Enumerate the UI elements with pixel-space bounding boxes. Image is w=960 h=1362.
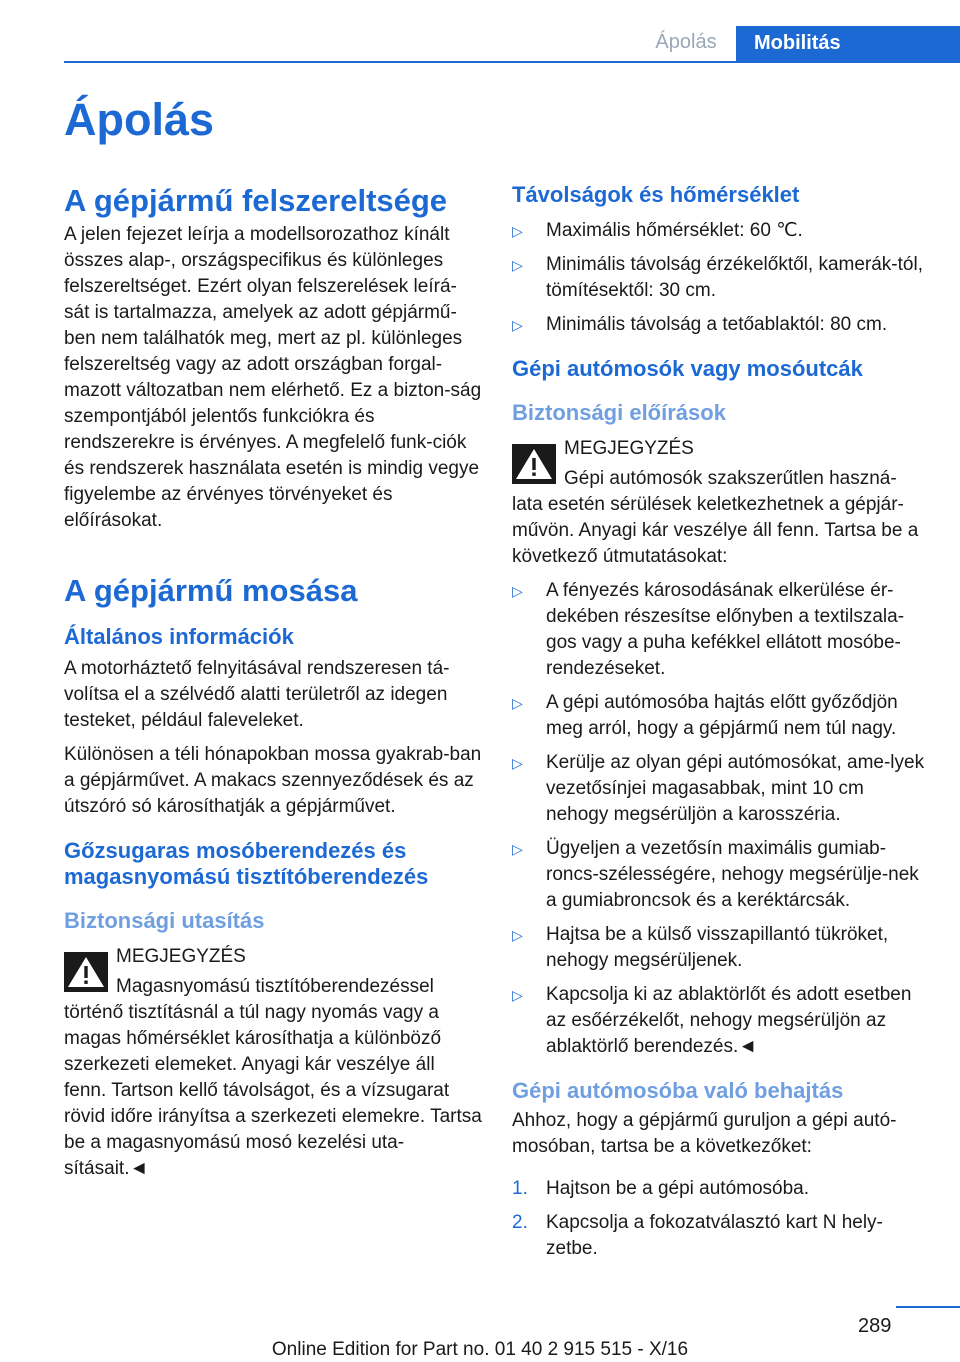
list-item <box>512 312 930 338</box>
list-item-text: Kapcsolja ki az ablaktörlőt és adott esetben az esőérzékelőt, nehogy megsérüljön az ablaktörlő berendezés.◄ <box>546 984 912 1057</box>
list-item-text: Ügyeljen a vezetősín maximális gumiab-roncs-szélességére, nehogy megsérülje-nek a gumiabroncsok és a keréktárcsák. <box>546 838 919 911</box>
general-paragraph-2: Különösen a téli hónapokban mossa gyakrab-ban a gépjárművet. A makacs szennyeződések és az útszóró só károsíthatják a gépjárművet. <box>64 744 482 817</box>
warning-first-line: Magasnyomású tisztítóberendezéssel <box>116 976 434 997</box>
list-item-text: Minimális távolság érzékelőktől, kamerák-tól, tömítésektől: 30 cm. <box>546 254 923 301</box>
step-number: 1. <box>512 1178 528 1199</box>
triangle-right-icon: ▷ <box>512 755 523 771</box>
list-item <box>512 1176 930 1202</box>
triangle-right-icon: ▷ <box>512 927 523 943</box>
general-info-title: Általános információk <box>64 624 294 649</box>
footer-rule <box>896 1306 960 1308</box>
triangle-right-icon: ▷ <box>512 987 523 1003</box>
general-paragraph-1: A motorháztető felnyitásával rendszeresen tá-volítsa el a szélvédő alatti területről az idegen testeket, például faleveleket. <box>64 658 450 731</box>
header-bar <box>0 0 960 62</box>
equipment-paragraph: A jelen fejezet leírja a modellsorozathoz kínált összes alap-, országspecifikus és különleges felszereltséget. Ezért olyan felszerelések leírá-sát is tartalmazza, amelyek az adott gépjármű-ben nem találhatók meg, mert az pl. különleges felszereltség vagy az adott országban forgal-mazott változatban nem elérhető. Ez a bizton-ság szempontjából jelentős funkciókra és rendszerekre is érvényes. A megfelelő funk-ciók és rendszerek használata esetén is mindig vegye figyelembe az érvényes törvényeket és előírásokat. <box>64 224 482 531</box>
list-item-text: A fényezés károsodásának elkerülése ér-dekében részesítse előnyben a textilszala-gos vagy a puha kefékkel ellátott mosóbe-rendezéseket. <box>546 580 905 679</box>
drive-in-steps <box>512 1176 930 1262</box>
list-item <box>512 690 930 742</box>
warning-first-line: Gépi autómosók szakszerűtlen haszná- <box>564 468 897 489</box>
triangle-right-icon: ▷ <box>512 257 523 273</box>
edition-footer: Online Edition for Part no. 01 40 2 915 515 - X/16 <box>271 1339 689 1360</box>
carwash-title: Gépi autómosók vagy mosóutcák <box>512 356 863 381</box>
list-item <box>512 578 930 682</box>
distance-title: Távolságok és hőmérséklet <box>512 182 800 207</box>
list-item-text: A gépi autómosóba hajtás előtt győződjön meg arról, hogy a gépjármű nem túl nagy. <box>546 692 898 739</box>
list-item <box>512 836 930 914</box>
step-text: Hajtson be a gépi autómosóba. <box>546 1178 810 1199</box>
list-item-text: Hajtsa be a külső visszapillantó tükröket, nehogy megsérüljenek. <box>546 924 889 971</box>
warning-text: lata esetén sérülések keletkezhetnek a gépjár-művön. Anyagi kár veszélye áll fenn. Tartsa be a következő útmutatásokat: <box>512 494 919 567</box>
list-item-text: Minimális távolság a tetőablaktól: 80 cm. <box>546 314 888 335</box>
triangle-right-icon: ▷ <box>512 583 523 599</box>
list-item <box>512 218 930 244</box>
warning-note-right <box>512 436 930 570</box>
drive-in-title: Gépi autómosóba való behajtás <box>512 1078 844 1103</box>
triangle-right-icon: ▷ <box>512 695 523 711</box>
triangle-right-icon: ▷ <box>512 841 523 857</box>
header-rule <box>64 61 960 63</box>
safety-instruction-title: Biztonsági utasítás <box>64 908 265 933</box>
page-number: 289 <box>858 1315 892 1337</box>
drive-in-paragraph: Ahhoz, hogy a gépjármű guruljon a gépi autó-mosóban, tartsa be a következőket: <box>512 1110 897 1157</box>
section-title-equipment: A gépjármű felszereltsége <box>64 183 448 218</box>
warning-label: MEGJEGYZÉS <box>564 438 694 459</box>
list-item-text: Maximális hőmérséklet: 60 ℃. <box>546 220 803 241</box>
list-item <box>512 982 930 1060</box>
list-item <box>512 922 930 974</box>
step-text: Kapcsolja a fokozatválasztó kart N hely-zetbe. <box>546 1212 883 1259</box>
warning-triangle-icon <box>512 444 556 484</box>
step-number: 2. <box>512 1212 528 1233</box>
warning-triangle-icon <box>64 952 108 992</box>
triangle-right-icon: ▷ <box>512 223 523 239</box>
list-item <box>512 1210 930 1262</box>
safety-rules-title: Biztonsági előírások <box>512 400 726 425</box>
section-title-washing: A gépjármű mosása <box>64 573 358 608</box>
list-item-text: Kerülje az olyan gépi autómosókat, ame-lyek vezetősínjei magasabbak, mint 10 cm nehogy megsérüljön a karosszéria. <box>546 752 925 825</box>
list-item <box>512 252 930 304</box>
steam-cleaner-title: Gőzsugaras mosóberendezés és magasnyomású tisztítóberendezés <box>64 838 429 889</box>
tab-mobilitas[interactable]: Mobilitás <box>736 26 960 62</box>
warning-text: történő tisztításnál a túl nagy nyomás vagy a magas hőmérséklet károsíthatja a különböző szerkezeti elemeket. Anyagi kár veszélye áll fenn. Tartson kellő távolságot, és a vízsugarat rövid időre irányítsa a szerkezeti elemekre. Tartsa be a magasnyomású mosó kezelési uta-sításait.◄ <box>64 1002 482 1179</box>
right-column <box>512 182 930 1274</box>
tab-apolas[interactable]: Ápolás <box>655 31 717 53</box>
warning-note-left <box>64 944 482 1182</box>
page-title: Ápolás <box>64 94 215 145</box>
triangle-right-icon: ▷ <box>512 317 523 333</box>
rules-list <box>512 578 930 1060</box>
left-column <box>64 182 482 1190</box>
distance-list <box>512 218 930 338</box>
warning-label: MEGJEGYZÉS <box>116 946 246 967</box>
list-item <box>512 750 930 828</box>
